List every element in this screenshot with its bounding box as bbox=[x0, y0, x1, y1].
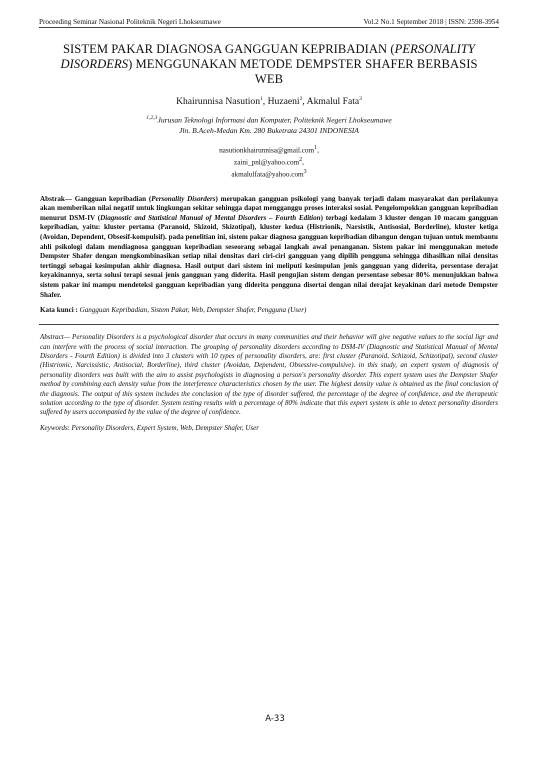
abstrak-paragraph: Abstrak— Gangguan kepribadian (Personality Disorders) merupakan gangguan psikologi yang banyak terjadi dalam masyarakat dan perilakunya akan memberikan nilai negatif untuk lingkungan sekitar sehingga dapat mengganggu proses interaksi sosial. Pengelompokkan gangguan kepribadian menurut DSM-IV (Diagnostic and Statistical Manual of Mental Disorders – Fourth Edition) terbagi kedalam 3 kluster dengan 10 macam gangguan kepribadian, yaitu: kluster pertama (Paranoid, Skizoid, Skizotipal), kluster kedua (Histrionik, Narsistik, Antisosial, Borderline), kluster ketiga (Avoidan, Dependent, Obsesif-kompulsif). pada penelitian ini, sistem pakar diagnosa gangguan kepribadian dibangun dengan tujuan untuk membantu ahli psikologi dalam mendiagnosa gangguan kepribadian seseorang sebagai langkah awal penanganan. Sistem pakar ini menggunakan metode Dempster Shafer dengan mengkombinasikan setiap nilai densitas dari ciri-ciri gangguan yang dipilih pengguna sehingga dihasilkan nilai densitas tertinggi sebagai kesimpulan akhir diagnosa. Hasil output dari sistem ini meliputi kesimpulan jenis gangguan yang diderita, persentase derajat keyakinannya, serta solusi terapi sesuai jenis gangguan yang diderita. Hasil pengujian sistem dengan persentase sebesar 80% menunjukkan bahwa sistem pakar ini mampu mendeteksi gangguan kepribadian yang diderita pengguna disertai dengan nilai derajat keyakinan dari metode Dempster Shafer. bbox=[40, 194, 499, 299]
affiliation: $^{1,2,3}$Jurusan Teknologi Informasi dan Komputer, Politeknik Negeri Lhokseumawe Jln. B.Aceh-Medan Km. 280 Buketrata 24301 INDONESIA bbox=[146, 115, 392, 135]
paper-title: SISTEM PAKAR DIAGNOSA GANGGUAN KEPRIBADIAN (PERSONALITY DISORDERS) MENGGUNAKAN METODE DEMPSTER SHAFER BERBASIS WEB bbox=[60, 42, 478, 86]
header-journal-name: Proceeding Seminar Nasional Politeknik Negeri Lhokseumawe bbox=[39, 18, 221, 26]
abstract-paragraph: Abstract— Personality Disorders is a psychological disorder that occurs in many communities and their behavior will give negative values to the social ligr and can interfere with the process of social interaction. The grouping of personality disorders according to DSM-IV (Diagnostic and Statistical Manual of Mental Disorders - Fourth Edition) is divided into 3 clusters with 10 types of personality disorders, are: first cluster (Paranoid, Schizoid, Schizotipal), second cluster (Histrionic, Narcissistic, Antisocial, Borderline), third cluster (Avoidan, Dependent, Obsessive-compulsive). in this study, an expert system of diagnosis of personality disorders was built with the aim to assist psychologists in diagnosing a person's personality disorder. This expert system uses the Dempster Shafer method by combining each density value from the interference characteristics chosen by the user. The highest density value is obtained as the final conclusion of the diagnosis. The output of this system includes the conclusion of the type of disorder suffered, the percentage of the degree of confidence, and the therapeutic solution according to the type of disorder. System testing results with a percentage of 80% indicate that this expert system is able to detect personality disorders suffered by users accompanied by the value of the degree of confidence. bbox=[40, 333, 498, 417]
author-name: Khairunnisa Nasution bbox=[176, 96, 260, 108]
author-emails bbox=[40, 144, 498, 180]
email-line: zaini_pnl@yahoo.com$^2$, bbox=[234, 156, 304, 167]
abstract-label: Abstract— bbox=[40, 333, 73, 342]
email-line: nasutionkhairunnisa@gmail.com$^1$, bbox=[219, 144, 319, 155]
email-line: akmalulfata@yahoo.com$^3$ bbox=[231, 168, 307, 179]
kata-kunci: Kata kunci : Gangguan Kepribadian, Sistem Pakar, Web, Dempster Shafer, Pengguna (User) bbox=[40, 306, 307, 315]
keywords: Keywords: Personality Disorders, Expert System, Web, Dempster Shafer, User bbox=[40, 423, 259, 432]
section-divider bbox=[39, 324, 499, 325]
running-header bbox=[39, 0, 499, 28]
header-volume-issn: Vol.2 No.1 September 2018 | ISSN: 2598-3954 bbox=[363, 18, 499, 26]
author-name: Akmalul Fata bbox=[306, 96, 360, 108]
abstrak-label: Abstrak— bbox=[40, 194, 75, 203]
author-list: Khairunnisa Nasution$^1$, Huzaeni$^2$, Akmalul Fata$^3$ bbox=[176, 96, 362, 108]
kata-kunci-label: Kata kunci : bbox=[40, 306, 80, 315]
author-name: Huzaeni bbox=[267, 96, 300, 108]
page-number: A-33 bbox=[265, 714, 285, 724]
keywords-label: Keywords bbox=[40, 423, 68, 432]
